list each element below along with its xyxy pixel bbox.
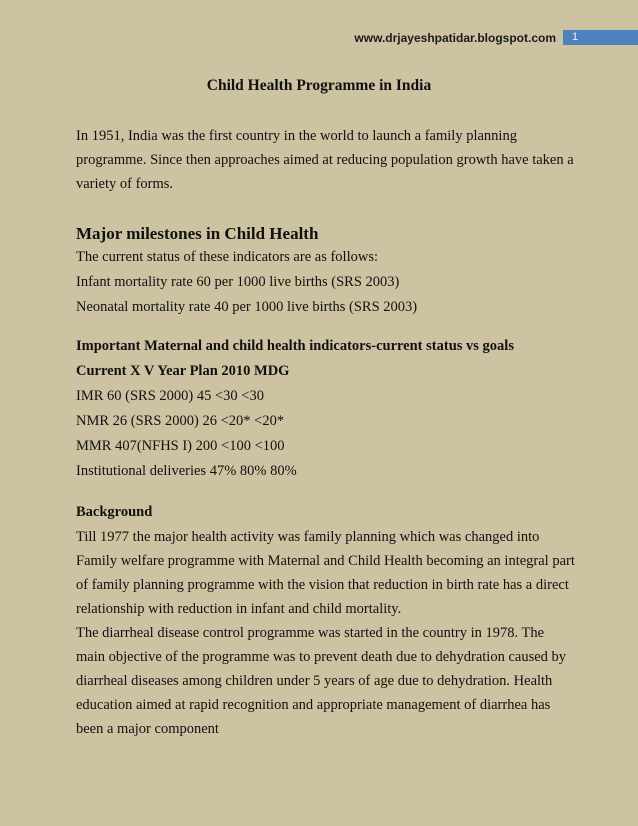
milestones-heading: Major milestones in Child Health (76, 224, 319, 243)
document-body (76, 124, 576, 741)
status-line: Neonatal mortality rate 40 per 1000 live births (SRS 2003) (76, 299, 418, 315)
page-title: Child Health Programme in India (206, 77, 432, 94)
indicator-line: MMR 407(NFHS I) 200 <100 <100 (76, 438, 285, 454)
status-line: The current status of these indicators are as follows: (76, 249, 378, 265)
background-heading: Background (76, 504, 153, 520)
status-line: Infant mortality rate 60 per 1000 live births (SRS 2003) (76, 274, 400, 290)
indicator-line: IMR 60 (SRS 2000) 45 <30 <30 (76, 388, 264, 404)
background-paragraph: The diarrheal disease control programme was started in the country in 1978. The main objective of the programme was to prevent death due to dehydration caused by diarrheal diseases among children under 5 years of age due to dehydration. Health education aimed at rapid recognition and appropriate management of diarrhea has been a major component (76, 625, 567, 737)
intro-paragraph: In 1951, India was the first country in the world to launch a family planning programme. Since then approaches aimed at reducing population growth have taken a variety of forms. (76, 128, 574, 192)
background-paragraph: Till 1977 the major health activity was family planning which was changed into Family welfare programme with Maternal and Child Health becoming an integral part of family planning programme with the vision that reduction in birth rate has a direct relationship with reduction in infant and child mortality. (76, 529, 575, 617)
header-url: www.drjayeshpatidar.blogspot.com (354, 31, 556, 45)
page-number-tab: 1 (563, 30, 638, 45)
indicator-line: Institutional deliveries 47% 80% 80% (76, 463, 297, 479)
indicator-line: NMR 26 (SRS 2000) 26 <20* <20* (76, 413, 285, 429)
indicators-subheading: Current X V Year Plan 2010 MDG (76, 363, 290, 379)
indicators-heading: Important Maternal and child health indicators-current status vs goals (76, 338, 514, 354)
